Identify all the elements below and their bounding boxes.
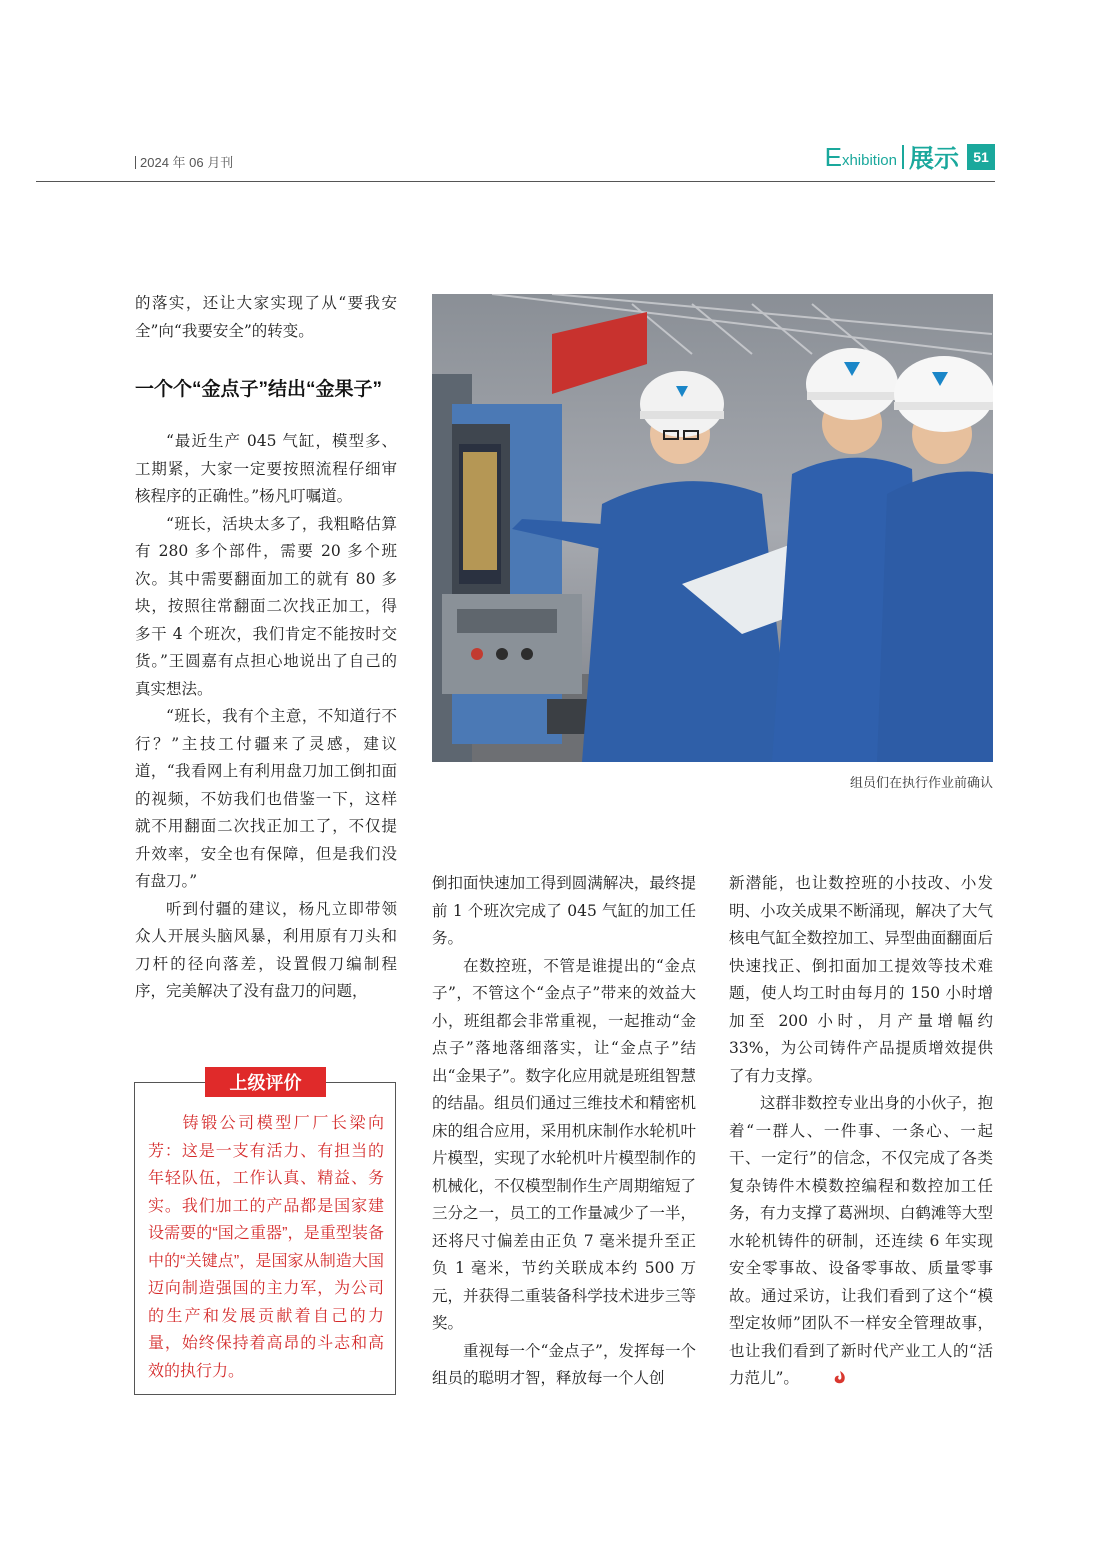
section-header	[825, 142, 995, 172]
column-1-body	[135, 428, 397, 1006]
column-2	[432, 870, 696, 1393]
paragraph: 重视每一个“金点子”，发挥每一个组员的聪明才智，释放每一个人创	[432, 1341, 696, 1387]
issue-label	[135, 152, 233, 171]
column-3	[729, 870, 993, 1396]
paragraph: 在数控班，不管是谁提出的“金点子”，不管这个“金点子”带来的效益大小，班组都会非常重视，一起推动“金点子”落地落细落实，让“金点子”结出“金果子”。数字化应用就是班组智慧的结晶。组员们通过三维技术和精密机床的组合应用，采用机床制作水轮机叶片模型，实现了水轮机叶片模型制作的机械化，不仅模型制作生产周期缩短了三分之一，员工的工作量减少了一半，还将尺寸偏差由正负 7 毫米提升至正负 1 毫米，节约关联成本约 500 万元，并获得二重装备科学技术进步三等奖。	[432, 956, 696, 1332]
review-text	[148, 1110, 384, 1385]
issue-divider	[135, 156, 136, 169]
paragraph: 倒扣面快速加工得到圆满解决，最终提前 1 个班次完成了 045 气缸的加工任务。	[432, 874, 696, 947]
section-en-rest: xhibition	[841, 151, 897, 169]
section-heading: 一个个“金点子”结出“金果子”	[135, 379, 383, 400]
paragraph: “班长，活块太多了，我粗略估算有 280 多个部件，需要 20 多个班次。其中需要翻面加工的就有 80 多块，按照往常翻面二次找正加工，得多干 4 个班次，我们肯定不能按时交货。”王圆嘉有点担心地说出了自己的真实想法。	[135, 514, 397, 698]
page-number: 51	[967, 144, 995, 170]
article-photo	[432, 294, 993, 762]
photo-caption: 组员们在执行作业前确认	[849, 775, 993, 790]
section-title-zh: 展示	[908, 145, 959, 173]
section-en-initial: E	[824, 141, 842, 172]
paragraph: 听到付疆的建议，杨凡立即带领众人开展头脑风暴，利用原有刀头和刀杆的径向落差，设置假刀编制程序，完美解决了没有盘刀的问题，	[135, 899, 397, 1000]
review-quote: 铸锻公司模型厂厂长梁向芳：这是一支有活力、有担当的年轻队伍，工作认真、精益、务实。我们加工的产品都是国家建设需要的“国之重器”，是重型装备中的“关键点”，是国家从制造大国迈向制造强国的主力军，为公司的生产和发展贡献着自己的力量，始终保持着高昂的斗志和高效的执行力。	[148, 1115, 384, 1380]
paragraph	[729, 1090, 993, 1396]
end-mark-icon	[801, 1368, 848, 1396]
review-title: 上级评价	[205, 1067, 326, 1097]
paragraph: “班长，我有个主意，不知道行不行？”主技工付疆来了灵感，建议道，“我看网上有利用盘刀加工倒扣面的视频，不妨我们也借鉴一下，这样就不用翻面二次找正加工了，不仅提升效率，安全也有保障，但是我们没有盘刀。”	[135, 707, 397, 890]
section-divider	[902, 145, 904, 169]
paragraph: 新潜能，也让数控班的小技改、小发明、小攻关成果不断涌现，解决了大气核电气缸全数控加工、异型曲面翻面后快速找正、倒扣面加工提效等技术难题，使人均工时由每月的 150 小时增加至 200 小时，月产量增幅约 33%，为公司铸件产品提质增效提供了有力支撑。	[729, 874, 993, 1085]
paragraph: “最近生产 045 气缸，模型多、工期紧，大家一定要按照流程仔细审核程序的正确性。”杨凡叮嘱道。	[135, 432, 397, 505]
header-rule	[36, 181, 995, 182]
column-1-top	[135, 290, 397, 345]
paragraph-text: 这群非数控专业出身的小伙子，抱着“一群人、一件事、一条心、一起干、一定行”的信念，不仅完成了各类复杂铸件木模数控编程和数控加工任务，有力支撑了葛洲坝、白鹤滩等大型水轮机铸件的研制，还连续 6 年实现安全零事故、设备零事故、质量零事故。通过采访，让我们看到了这个“模型定妆师”团队不一样安全管理故事，也让我们看到了新时代产业工人的“活力范儿”。	[729, 1094, 993, 1387]
issue-text: 2024 年 06 月刊	[140, 155, 234, 170]
paragraph: 的落实，还让大家实现了从“要我安全”向“我要安全”的转变。	[135, 294, 397, 340]
workers-at-cnc-illustration	[432, 294, 993, 762]
